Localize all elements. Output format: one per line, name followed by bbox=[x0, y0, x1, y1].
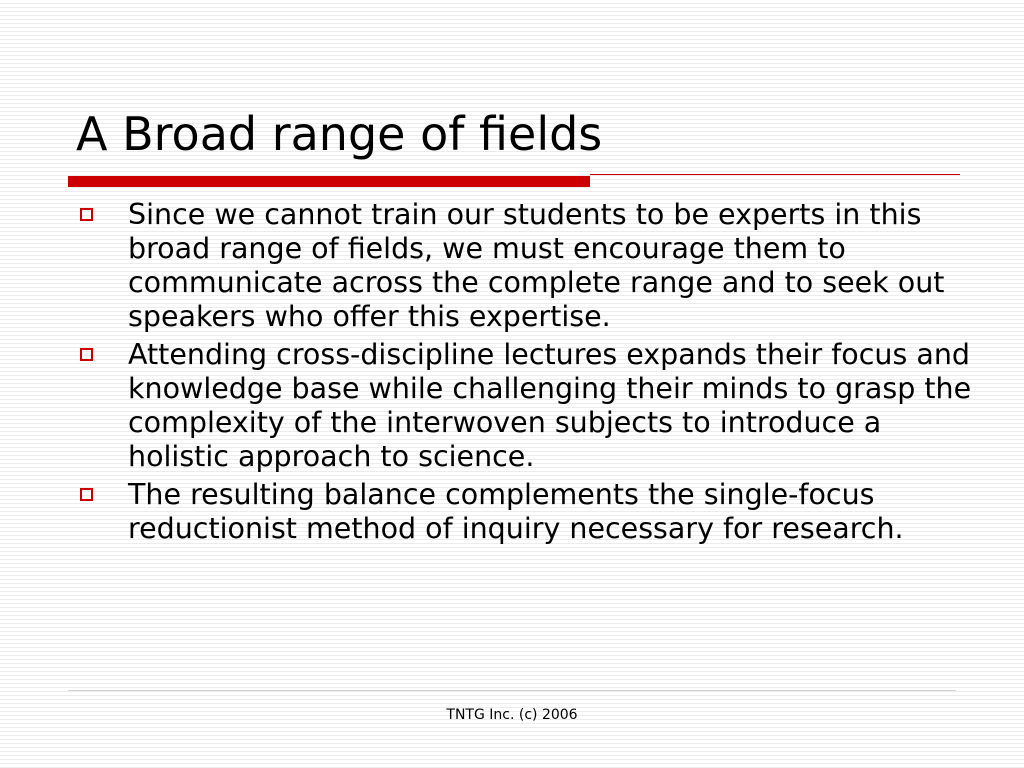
bullet-item bbox=[76, 478, 976, 546]
bullet-item bbox=[76, 338, 976, 474]
footer-copyright: TNTG Inc. (c) 2006 bbox=[446, 707, 578, 723]
hollow-square-bullet-icon bbox=[80, 208, 93, 221]
title-underline-thin bbox=[590, 174, 960, 175]
title-underline-thick bbox=[68, 176, 590, 187]
bullet-item bbox=[76, 198, 976, 334]
bullet-list bbox=[76, 198, 976, 550]
hollow-square-bullet-icon bbox=[80, 488, 93, 501]
bullet-text: Since we cannot train our students to be experts in this broad range of fields, we must encourage them to communicate across the complete range and to seek out speakers who offer this expertise. bbox=[128, 198, 945, 333]
slide-title: A Broad range of fields bbox=[76, 107, 603, 161]
bullet-text: Attending cross-discipline lectures expands their focus and knowledge base while challenging their minds to grasp the complexity of the interwoven subjects to introduce a holistic approach to science. bbox=[128, 338, 972, 473]
hollow-square-bullet-icon bbox=[80, 348, 93, 361]
footer-divider bbox=[68, 690, 956, 691]
bullet-text: The resulting balance complements the single-focus reductionist method of inquiry necessary for research. bbox=[128, 478, 904, 545]
